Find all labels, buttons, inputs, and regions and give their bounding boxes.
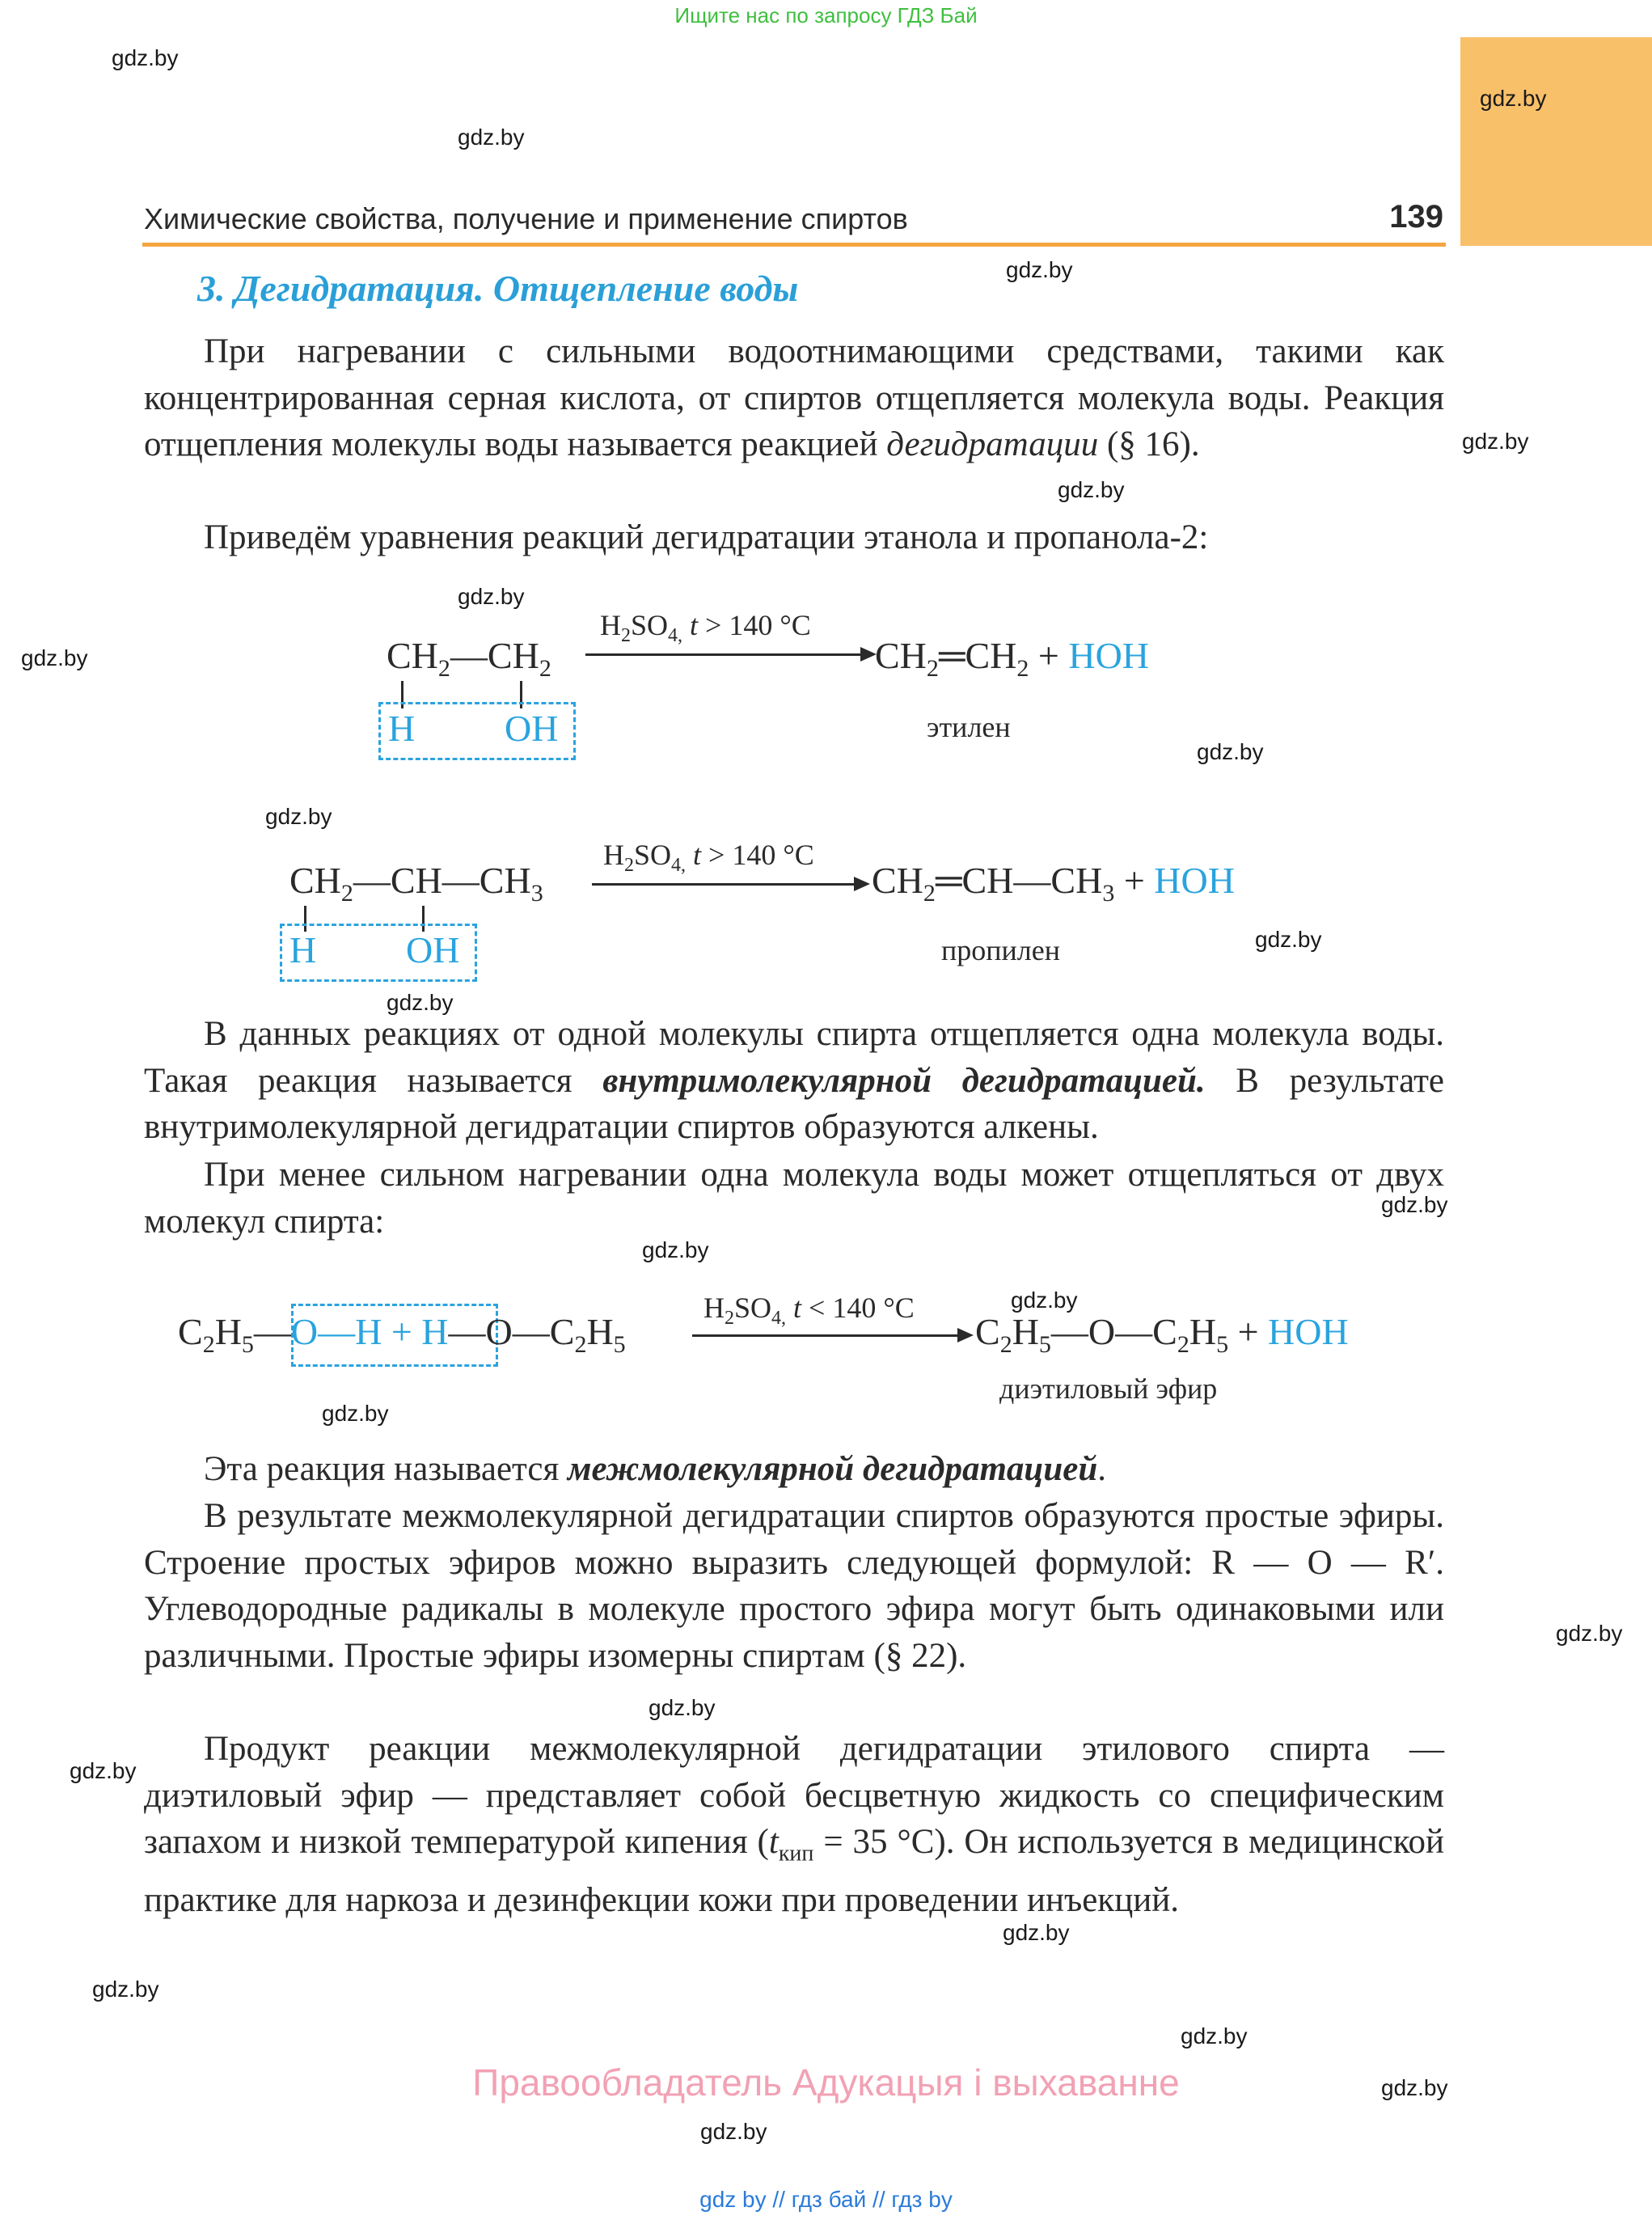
watermark: gdz.by bbox=[70, 1758, 137, 1783]
watermark: gdz.by bbox=[1381, 1192, 1448, 1217]
watermark: gdz.by bbox=[1255, 927, 1322, 952]
reaction3-reactants: $C_2H_5—O—H$ + $H—O—C_2H_5$ bbox=[178, 1311, 626, 1359]
paragraph-5: Эта реакция называется межмолекулярной дегидратацией. bbox=[204, 1450, 1106, 1488]
reaction3-condition: $H_2SO_{4,}$ t < 140 °C bbox=[703, 1292, 915, 1330]
hydrogen-atom: H bbox=[289, 929, 317, 970]
reaction3-product: $C_2H_5—O—C_2H_5$ + HOH bbox=[975, 1311, 1349, 1359]
watermark: gdz.by bbox=[112, 45, 179, 70]
paragraph-7: Продукт реакции межмолекулярной дегидратации этилового спирта — диэтиловый эфир — представляет собой бесцветную жидкость со специфическим запахом и низкой температурой кипения ($t_{кип} = 35$ °C). Он используется в медицинской практике для наркоза и дезинфекции кожи при проведении инъекций. bbox=[144, 1730, 1444, 1920]
reaction2-condition: $H_2SO_{4,}$ t > 140 °C bbox=[603, 839, 814, 877]
watermark: gdz.by bbox=[265, 804, 332, 829]
reaction-arrow bbox=[592, 883, 862, 886]
arrow-head bbox=[957, 1328, 974, 1342]
header-rule bbox=[142, 243, 1446, 247]
arrow-head bbox=[854, 877, 870, 891]
paragraph-4: При менее сильном нагревании одна молекула воды может отщепляться от двух молекул спирта: bbox=[144, 1156, 1444, 1241]
watermark: gdz.by bbox=[1181, 2023, 1248, 2049]
watermark: gdz.by bbox=[1197, 739, 1264, 764]
watermark: gdz.by bbox=[642, 1237, 709, 1262]
watermark: gdz.by bbox=[1381, 2075, 1448, 2100]
page-corner-tab bbox=[1460, 37, 1652, 246]
running-header-title: Химические свойства, получение и применение спиртов bbox=[144, 202, 908, 235]
paragraph-1: При нагревании с сильными водоотнимающими средствами, такими как концентрированная серная кислота, от спиртов отщепляется молекула воды. Реакция отщепления молекулы воды называется реакцией дегидратации (§ 16). bbox=[144, 332, 1444, 463]
paragraph-3: В данных реакциях от одной молекулы спирта отщепляется одна молекула воды. Такая реакция называется внутримолекулярной дегидратацией. В результате внутримолекулярной дегидратации спиртов образуются алкены. bbox=[144, 1015, 1444, 1146]
reaction1-product-name: этилен bbox=[927, 711, 1011, 743]
page-number: 139 bbox=[1389, 199, 1443, 235]
footer-links[interactable]: gdz by // гдз бай // гдз by bbox=[699, 2187, 953, 2212]
reaction1-reactant: $CH_2—CH_2$ bbox=[387, 635, 551, 683]
watermark: gdz.by bbox=[92, 1977, 159, 2002]
copyright-notice: Правообладатель Адукацыя і выхаванне bbox=[472, 2061, 1180, 2103]
watermark: gdz.by bbox=[387, 990, 454, 1015]
hydroxyl-group: OH bbox=[406, 929, 460, 970]
paragraph-6: В результате межмолекулярной дегидратации спиртов образуются простые эфиры. Строение простых эфиров можно выразить следующей формулой: R — O — R′. Углеводородные радикалы в молекуле простого эфира могут быть одинаковыми или различными. Простые эфиры изомерны спиртам (§ 22). bbox=[144, 1497, 1444, 1675]
watermark: gdz.by bbox=[1480, 86, 1547, 111]
reaction-arrow bbox=[585, 653, 868, 656]
reaction2-product: $CH_2═CH—CH_3$ + HOH bbox=[872, 860, 1235, 907]
paragraph-2: Приведём уравнения реакций дегидратации этанола и пропанола-2: bbox=[204, 518, 1209, 556]
watermark: gdz.by bbox=[1556, 1621, 1623, 1646]
reaction2-product-name: пропилен bbox=[941, 934, 1061, 966]
watermark: gdz.by bbox=[1058, 477, 1125, 502]
watermark: gdz.by bbox=[21, 645, 88, 670]
arrow-head bbox=[860, 647, 877, 662]
watermark: gdz.by bbox=[322, 1401, 389, 1426]
hydrogen-atom: H bbox=[388, 708, 416, 749]
top-banner: Ищите нас по запросу ГДЗ Бай bbox=[674, 3, 978, 27]
watermark: gdz.by bbox=[1003, 1920, 1070, 1945]
watermark: gdz.by bbox=[458, 125, 525, 150]
watermark: gdz.by bbox=[1006, 257, 1073, 282]
watermark: gdz.by bbox=[649, 1695, 716, 1720]
reaction2-reactant: $CH_2—CH—CH_3$ bbox=[289, 860, 543, 907]
watermark: gdz.by bbox=[1011, 1287, 1078, 1313]
hydroxyl-group: OH bbox=[505, 708, 559, 749]
reaction1-condition: $H_2SO_{4,}$ t > 140 °C bbox=[600, 609, 811, 647]
reaction1-product: $CH_2═CH_2$ + HOH bbox=[875, 635, 1150, 683]
watermark: gdz.by bbox=[458, 584, 525, 609]
watermark: gdz.by bbox=[700, 2119, 767, 2144]
section-title: 3. Дегидратация. Отщепление воды bbox=[197, 268, 799, 309]
watermark: gdz.by bbox=[1462, 429, 1529, 454]
reaction3-product-name: диэтиловый эфир bbox=[999, 1372, 1218, 1405]
reaction-arrow bbox=[692, 1334, 965, 1337]
